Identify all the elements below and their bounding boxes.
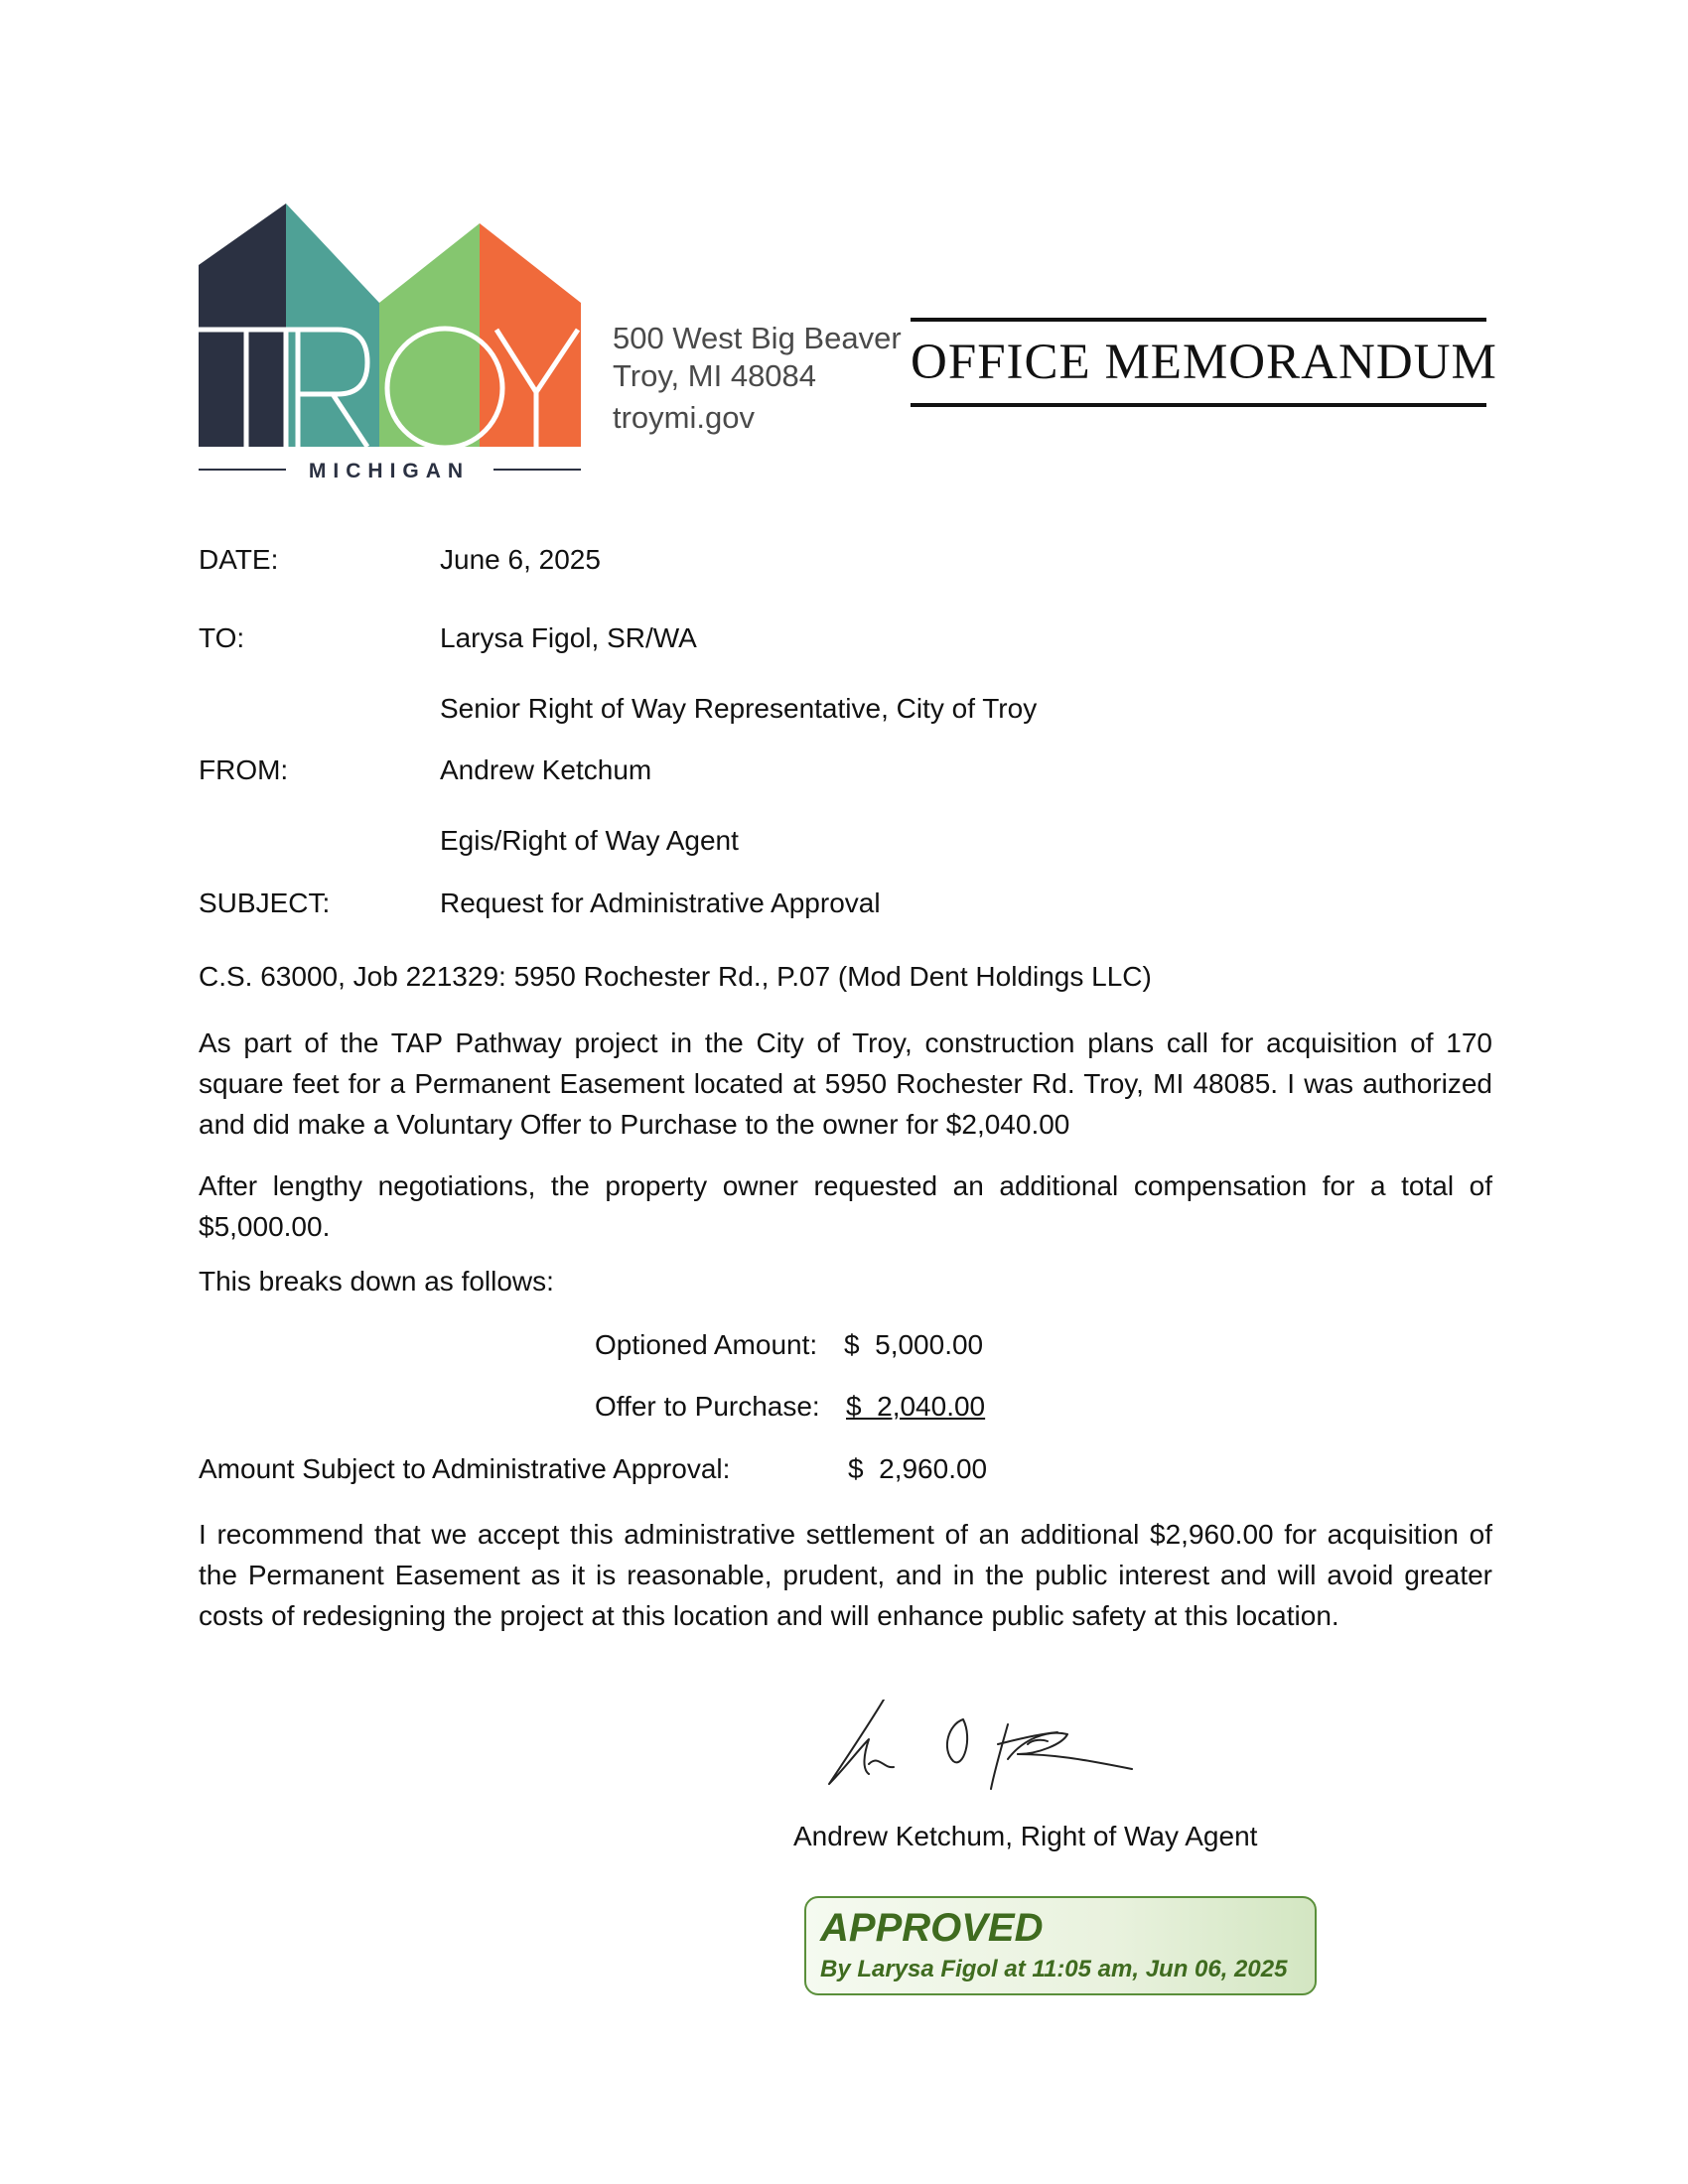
to-label: TO: — [199, 622, 245, 653]
subject-label: SUBJECT: — [199, 887, 331, 918]
approved-stamp — [804, 1896, 1317, 1995]
to-title: Senior Right of Way Representative, City of Troy — [440, 693, 1038, 724]
stamp-detail: By Larysa Figol at 11:05 am, Jun 06, 2025 — [820, 1956, 1288, 1982]
memo-title: OFFICE MEMORANDUM — [911, 335, 1497, 390]
optioned-value: $ 5,000.00 — [844, 1329, 984, 1360]
optioned-label: Optioned Amount: — [595, 1329, 818, 1360]
website-link[interactable]: troymi.gov — [613, 400, 755, 435]
troy-logo — [199, 204, 581, 481]
memo-title-box — [911, 318, 1497, 407]
signer-line: Andrew Ketchum, Right of Way Agent — [793, 1821, 1258, 1851]
address-block — [613, 320, 902, 437]
subject-value: Request for Administrative Approval — [440, 887, 881, 918]
address-line1: 500 West Big Beaver — [613, 321, 902, 355]
offer-label: Offer to Purchase: — [595, 1391, 820, 1422]
from-title: Egis/Right of Way Agent — [440, 825, 739, 856]
from-label: FROM: — [199, 754, 289, 785]
paragraph-recommendation: I recommend that we accept this administrative settlement of an additional $2,960.00 for acquisition of the Permanent Easement as it is reasonable, prudent, and in the public interest and will avoid greater costs of redesigning the project at this location and will enhance public safety at this location. — [199, 1519, 1492, 1631]
approval-label: Amount Subject to Administrative Approval: — [199, 1453, 731, 1484]
date-value: June 6, 2025 — [440, 544, 601, 575]
address-line2: Troy, MI 48084 — [613, 358, 817, 393]
approval-value: $ 2,960.00 — [848, 1453, 988, 1484]
breakdown-intro: This breaks down as follows: — [199, 1266, 554, 1297]
reference-line: C.S. 63000, Job 221329: 5950 Rochester Rd., P.07 (Mod Dent Holdings LLC) — [199, 961, 1152, 992]
paragraph-offer: As part of the TAP Pathway project in the City of Troy, construction plans call for acquisition of 170 square feet for a Permanent Easement located at 5950 Rochester Rd. Troy, MI 48085. I was authorized and did make a Voluntary Offer to Purchase to the owner for $2,040.00 — [199, 1027, 1492, 1140]
from-name: Andrew Ketchum — [440, 754, 652, 785]
stamp-title: APPROVED — [820, 1906, 1044, 1950]
date-label: DATE: — [199, 544, 279, 575]
handwritten-signature — [824, 1700, 1142, 1799]
to-name: Larysa Figol, SR/WA — [440, 622, 697, 653]
paragraph-negotiations: After lengthy negotiations, the property owner requested an additional compensation for a total of $5,000.00. — [199, 1170, 1492, 1242]
offer-value: $ 2,040.00 — [846, 1391, 986, 1422]
logo-subtext: MICHIGAN — [308, 460, 471, 481]
